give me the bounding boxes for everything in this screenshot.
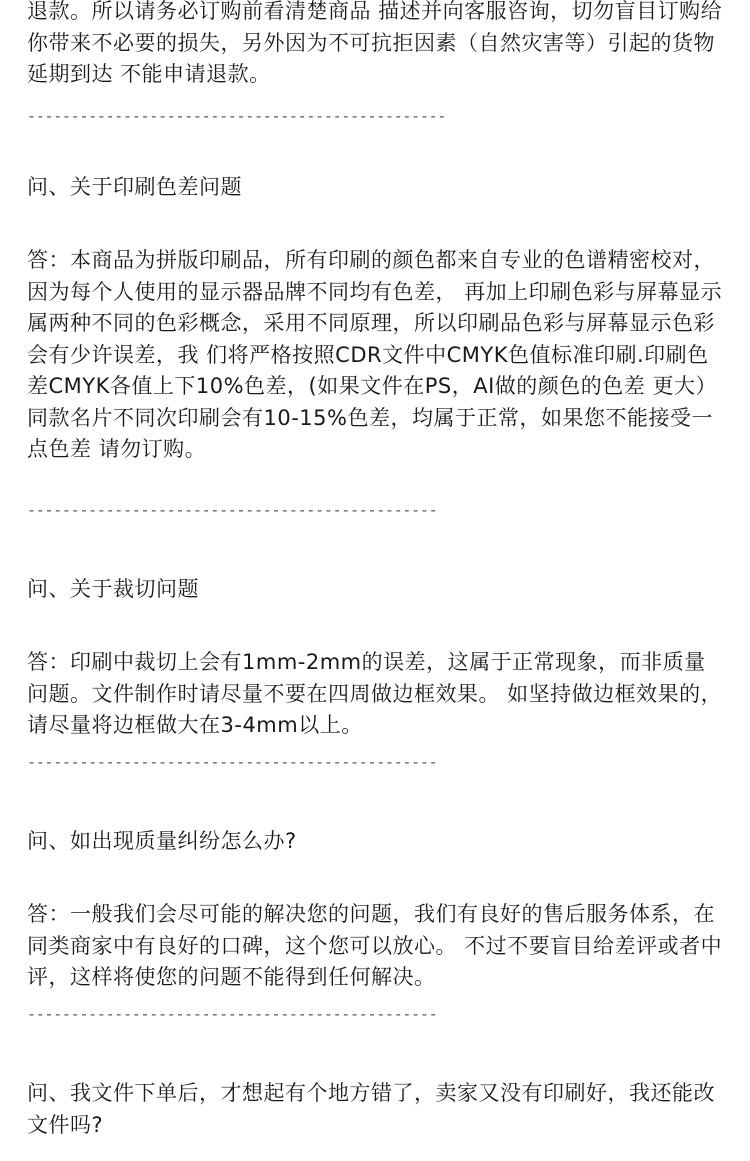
divider-2: ----------------------------------------------- <box>27 501 438 519</box>
divider-3: ----------------------------------------------- <box>27 753 438 771</box>
divider-1: ------------------------------------------------ <box>27 107 447 125</box>
question-color-difference: 问、关于印刷色差问题 <box>27 175 242 199</box>
answer-quality-dispute: 答：一般我们会尽可能的解决您的问题，我们有良好的售后服务体系，在同类商家中有良好的口碑，这个您可以放心。 不过不要盲目给差评或者中评，这样将使您的问题不能得到任何解决。 <box>27 902 723 989</box>
answer-color-difference: 答：本商品为拼版印刷品，所有印刷的颜色都来自专业的色谱精密校对，因为每个人使用的显示器品牌不同均有色差， 再加上印刷色彩与屏幕显示属两种不同的色彩概念，采用不同原理，所以印刷品色彩与屏幕显示色彩会有少许误差，我 们将严格按照CDR文件中CMYK色值标准印刷.印刷色差CMYK各值上下10%色差，(如果文件在PS，AI做的颜色的色差 更大）同款名片不同次印刷会有10-15%色差，均属于正常，如果您不能接受一点色差 请勿订购。 <box>27 248 723 461</box>
question-cutting: 问、关于裁切问题 <box>27 577 199 601</box>
intro-tail-paragraph: 退款。所以请务必订购前看清楚商品 描述并向客服咨询，切勿盲目订购给你带来不必要的损失，另外因为不可抗拒因素（自然灾害等）引起的货物延期到达 不能申请退款。 <box>27 0 723 86</box>
question-quality-dispute: 问、如出现质量纠纷怎么办? <box>27 829 297 853</box>
divider-4: ----------------------------------------------- <box>27 1005 438 1023</box>
question-change-file: 问、我文件下单后，才想起有个地方错了，卖家又没有印刷好，我还能改文件吗? <box>27 1081 715 1137</box>
answer-cutting: 答：印刷中裁切上会有1mm-2mm的误差，这属于正常现象，而非质量问题。文件制作时请尽量不要在四周做边框效果。 如坚持做边框效果的，请尽量将边框做大在3-4mm以上。 <box>27 650 723 737</box>
